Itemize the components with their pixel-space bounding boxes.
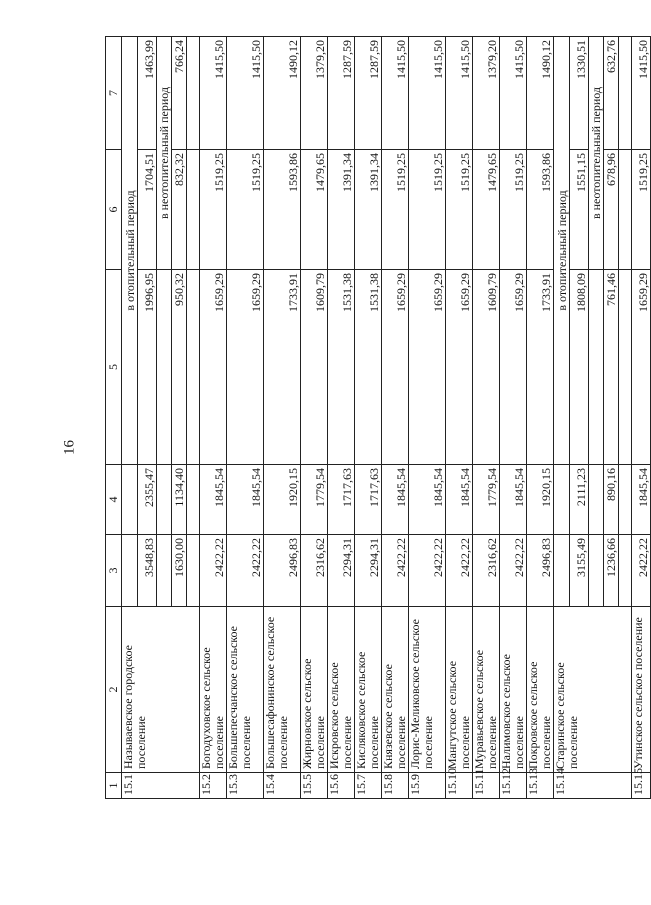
table-cell bbox=[619, 270, 632, 465]
table-cell bbox=[187, 150, 200, 270]
period-label: в неотопительный период bbox=[589, 37, 604, 270]
table-row bbox=[355, 37, 382, 799]
row-number: 15.9 bbox=[409, 773, 446, 799]
table-cell bbox=[619, 150, 632, 270]
column-header: 7 bbox=[106, 37, 122, 150]
value-cell: 1287,59 bbox=[355, 37, 382, 150]
row-number: 15.14 bbox=[554, 773, 632, 799]
table-cell bbox=[122, 535, 138, 607]
value-cell: 761,46 bbox=[604, 270, 619, 465]
table-cell bbox=[157, 535, 172, 607]
row-number: 15.1 bbox=[122, 773, 200, 799]
value-cell: 1379,20 bbox=[473, 37, 500, 150]
row-number: 15.15 bbox=[632, 773, 651, 799]
value-cell: 1519,25 bbox=[200, 150, 227, 270]
value-cell: 2111,23 bbox=[570, 465, 589, 535]
table-row bbox=[500, 37, 527, 799]
settlement-name: Искровское сельское поселение bbox=[328, 607, 355, 773]
value-cell: 1845,54 bbox=[446, 465, 473, 535]
value-cell: 1330,51 bbox=[570, 37, 589, 150]
value-cell: 2316,62 bbox=[301, 535, 328, 607]
value-cell: 1379,20 bbox=[301, 37, 328, 150]
table-row bbox=[301, 37, 328, 799]
value-cell: 1593,86 bbox=[527, 150, 554, 270]
settlement-name: Утинское сельское поселение bbox=[632, 607, 651, 773]
value-cell: 1531,38 bbox=[328, 270, 355, 465]
settlement-name: Лорис-Меликовское сельское поселение bbox=[409, 607, 446, 773]
value-cell: 832,32 bbox=[172, 150, 187, 270]
value-cell: 1391,34 bbox=[355, 150, 382, 270]
tariff-table bbox=[105, 36, 651, 799]
value-cell: 1609,79 bbox=[473, 270, 500, 465]
value-cell: 1490,12 bbox=[264, 37, 301, 150]
table-row bbox=[328, 37, 355, 799]
period-label: в отопительный период bbox=[554, 37, 570, 465]
value-cell: 1519,25 bbox=[500, 150, 527, 270]
column-header: 2 bbox=[106, 607, 122, 773]
column-header: 1 bbox=[106, 773, 122, 799]
value-cell: 1134,40 bbox=[172, 465, 187, 535]
table-cell bbox=[554, 465, 570, 535]
value-cell: 1519,25 bbox=[632, 150, 651, 270]
page-number: 16 bbox=[61, 440, 78, 455]
value-cell: 1845,54 bbox=[632, 465, 651, 535]
settlement-name: Большесафонинское сельское поселение bbox=[264, 607, 301, 773]
value-cell: 1593,86 bbox=[264, 150, 301, 270]
value-cell: 1609,79 bbox=[301, 270, 328, 465]
value-cell: 1479,65 bbox=[301, 150, 328, 270]
value-cell: 1519,25 bbox=[382, 150, 409, 270]
row-number: 15.12 bbox=[500, 773, 527, 799]
value-cell: 1391,34 bbox=[328, 150, 355, 270]
table-cell bbox=[187, 37, 200, 150]
value-cell: 1659,29 bbox=[382, 270, 409, 465]
row-number: 15.5 bbox=[301, 773, 328, 799]
value-cell: 2422,22 bbox=[632, 535, 651, 607]
column-header: 4 bbox=[106, 465, 122, 535]
table-row bbox=[227, 37, 264, 799]
value-cell: 1236,66 bbox=[604, 535, 619, 607]
value-cell: 1845,54 bbox=[382, 465, 409, 535]
row-number: 15.8 bbox=[382, 773, 409, 799]
value-cell: 1996,95 bbox=[138, 270, 157, 465]
table-cell bbox=[589, 270, 604, 465]
settlement-name: Старинское сельское поселение bbox=[554, 607, 632, 773]
table-cell bbox=[187, 465, 200, 535]
settlement-name: Богодуховское сельское поселение bbox=[200, 607, 227, 773]
row-number: 15.6 bbox=[328, 773, 355, 799]
row-number: 15.11 bbox=[473, 773, 500, 799]
value-cell: 1845,54 bbox=[200, 465, 227, 535]
table-row bbox=[527, 37, 554, 799]
period-label: в отопительный период bbox=[122, 37, 138, 465]
rotated-table-area bbox=[105, 37, 650, 799]
value-cell: 2316,62 bbox=[473, 535, 500, 607]
table-cell bbox=[589, 535, 604, 607]
value-cell: 2422,22 bbox=[227, 535, 264, 607]
value-cell: 2294,31 bbox=[355, 535, 382, 607]
value-cell: 766,24 bbox=[172, 37, 187, 150]
settlement-name: Муравьевское сельское поселение bbox=[473, 607, 500, 773]
row-number: 15.7 bbox=[355, 773, 382, 799]
value-cell: 1733,91 bbox=[527, 270, 554, 465]
value-cell: 890,16 bbox=[604, 465, 619, 535]
table-cell bbox=[187, 535, 200, 607]
value-cell: 1845,54 bbox=[227, 465, 264, 535]
settlement-name: Мангутское сельское поселение bbox=[446, 607, 473, 773]
settlement-name: Покровское сельское поселение bbox=[527, 607, 554, 773]
table-row bbox=[122, 37, 138, 799]
value-cell: 2355,47 bbox=[138, 465, 157, 535]
value-cell: 1659,29 bbox=[200, 270, 227, 465]
table-row bbox=[446, 37, 473, 799]
value-cell: 1659,29 bbox=[409, 270, 446, 465]
table-row bbox=[554, 37, 570, 799]
value-cell: 3155,49 bbox=[570, 535, 589, 607]
value-cell: 632,76 bbox=[604, 37, 619, 150]
value-cell: 1415,50 bbox=[446, 37, 473, 150]
value-cell: 1519,25 bbox=[409, 150, 446, 270]
value-cell: 2422,22 bbox=[446, 535, 473, 607]
value-cell: 1845,54 bbox=[409, 465, 446, 535]
value-cell: 1845,54 bbox=[500, 465, 527, 535]
value-cell: 2422,22 bbox=[500, 535, 527, 607]
value-cell: 1717,63 bbox=[355, 465, 382, 535]
table-cell bbox=[619, 37, 632, 150]
table-cell bbox=[589, 465, 604, 535]
row-number: 15.2 bbox=[200, 773, 227, 799]
value-cell: 1920,15 bbox=[264, 465, 301, 535]
value-cell: 1920,15 bbox=[527, 465, 554, 535]
table-cell bbox=[619, 535, 632, 607]
value-cell: 2294,31 bbox=[328, 535, 355, 607]
value-cell: 1630,00 bbox=[172, 535, 187, 607]
table-row bbox=[200, 37, 227, 799]
value-cell: 1490,12 bbox=[527, 37, 554, 150]
period-label: в неотопительный период bbox=[157, 37, 172, 270]
value-cell: 950,32 bbox=[172, 270, 187, 465]
table-row bbox=[264, 37, 301, 799]
value-cell: 2496,83 bbox=[264, 535, 301, 607]
header-row bbox=[106, 37, 122, 799]
value-cell: 1519,25 bbox=[227, 150, 264, 270]
value-cell: 1779,54 bbox=[473, 465, 500, 535]
table-row bbox=[382, 37, 409, 799]
value-cell: 1717,63 bbox=[328, 465, 355, 535]
column-header: 3 bbox=[106, 535, 122, 607]
table-cell bbox=[157, 465, 172, 535]
row-number: 15.13 bbox=[527, 773, 554, 799]
value-cell: 1659,29 bbox=[446, 270, 473, 465]
value-cell: 1808,09 bbox=[570, 270, 589, 465]
value-cell: 1659,29 bbox=[632, 270, 651, 465]
column-header: 5 bbox=[106, 270, 122, 465]
table-row bbox=[473, 37, 500, 799]
table-row bbox=[409, 37, 446, 799]
value-cell: 1551,15 bbox=[570, 150, 589, 270]
settlement-name: Большепесчанское сельское поселение bbox=[227, 607, 264, 773]
row-number: 15.3 bbox=[227, 773, 264, 799]
value-cell: 1733,91 bbox=[264, 270, 301, 465]
settlement-name: Жирновское сельское поселение bbox=[301, 607, 328, 773]
value-cell: 1463,99 bbox=[138, 37, 157, 150]
value-cell: 2422,22 bbox=[200, 535, 227, 607]
value-cell: 2422,22 bbox=[382, 535, 409, 607]
settlement-name: Налимовское сельское поселение bbox=[500, 607, 527, 773]
table-cell bbox=[554, 535, 570, 607]
value-cell: 1519,25 bbox=[446, 150, 473, 270]
value-cell: 2422,22 bbox=[409, 535, 446, 607]
value-cell: 1415,50 bbox=[200, 37, 227, 150]
value-cell: 1287,59 bbox=[328, 37, 355, 150]
value-cell: 1659,29 bbox=[500, 270, 527, 465]
row-number: 15.4 bbox=[264, 773, 301, 799]
value-cell: 1415,50 bbox=[500, 37, 527, 150]
table-row bbox=[632, 37, 651, 799]
table-cell bbox=[187, 270, 200, 465]
value-cell: 1779,54 bbox=[301, 465, 328, 535]
table-cell bbox=[619, 465, 632, 535]
table-cell bbox=[157, 270, 172, 465]
value-cell: 1415,50 bbox=[632, 37, 651, 150]
value-cell: 1415,50 bbox=[409, 37, 446, 150]
settlement-name: Называевское городское поселение bbox=[122, 607, 200, 773]
value-cell: 1704,51 bbox=[138, 150, 157, 270]
value-cell: 1415,50 bbox=[227, 37, 264, 150]
row-number: 15.10 bbox=[446, 773, 473, 799]
table-cell bbox=[122, 465, 138, 535]
value-cell: 3548,83 bbox=[138, 535, 157, 607]
value-cell: 1415,50 bbox=[382, 37, 409, 150]
value-cell: 1479,65 bbox=[473, 150, 500, 270]
value-cell: 1531,38 bbox=[355, 270, 382, 465]
value-cell: 1659,29 bbox=[227, 270, 264, 465]
value-cell: 678,96 bbox=[604, 150, 619, 270]
settlement-name: Князевское сельское поселение bbox=[382, 607, 409, 773]
value-cell: 2496,83 bbox=[527, 535, 554, 607]
settlement-name: Кисляковское сельское поселение bbox=[355, 607, 382, 773]
column-header: 6 bbox=[106, 150, 122, 270]
